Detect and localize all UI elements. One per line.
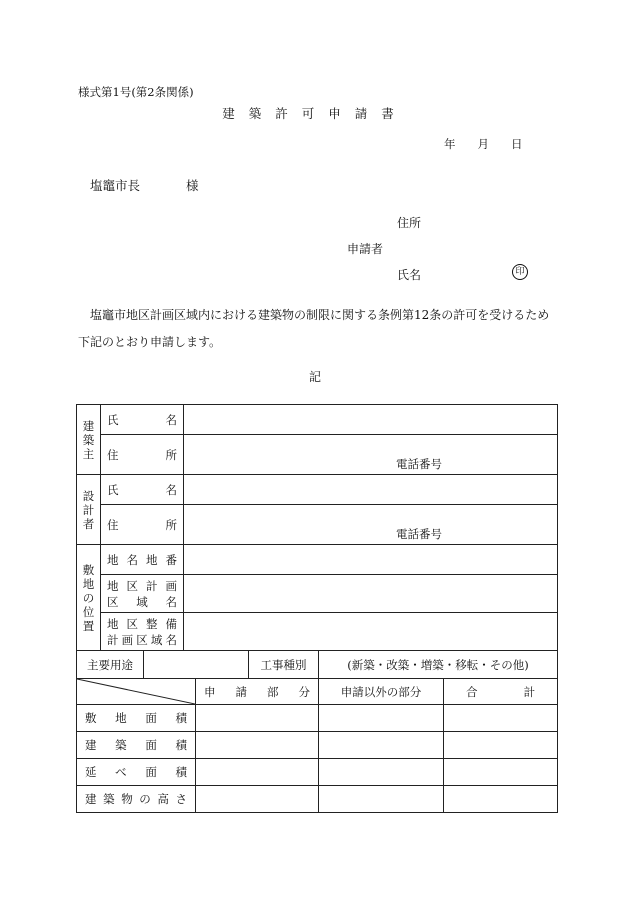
site-area-other-field[interactable] [319,705,444,732]
builder-name-label: 氏 名 [101,405,184,435]
addressee-name: 塩竈市長 [90,178,141,193]
building-height-other-field[interactable] [319,786,444,813]
floor-area-label: 延 べ 面 積 [77,759,196,786]
work-type-label: 工事種別 [249,651,319,679]
building-height-label: 建 築 物 の 高 さ [77,786,196,813]
floor-area-other-field[interactable] [319,759,444,786]
work-type-options: (新築・改築・増築・移転・その他) [319,651,558,679]
main-use-field[interactable] [144,651,249,679]
building-area-other-field[interactable] [319,732,444,759]
addressee [90,176,199,194]
date-line [444,136,523,152]
ki-heading: 記 [308,370,321,384]
site-group-label: 敷 地 の 位 置 [77,545,101,651]
main-use-label: 主要用途 [77,651,144,679]
application-part-header: 申 請 部 分 [196,679,319,705]
designer-group-label: 設 計 者 [77,475,101,545]
form-number: 様式第1号(第2条関係) [78,85,194,99]
floor-area-total-field[interactable] [444,759,558,786]
building-area-application-field[interactable] [196,732,319,759]
applicant-address-label: 住所 [397,216,422,230]
seal-mark: 印 [512,264,528,280]
date-day: 日 [511,137,523,151]
application-table [76,404,558,813]
floor-area-application-field[interactable] [196,759,319,786]
builder-name-field[interactable] [184,405,558,435]
building-area-total-field[interactable] [444,732,558,759]
applicant-name-label: 氏名 [397,268,422,282]
building-height-total-field[interactable] [444,786,558,813]
form-title: 建築許可申請書 [222,106,408,121]
area-header-diagonal [77,679,196,705]
diagonal-line [77,679,195,704]
other-part-header: 申請以外の部分 [319,679,444,705]
district-plan-field[interactable] [184,575,558,613]
addressee-honorific: 様 [186,178,199,193]
designer-name-field[interactable] [184,475,558,505]
building-height-application-field[interactable] [196,786,319,813]
builder-address-field[interactable] [184,435,558,475]
date-year: 年 [444,137,456,151]
builder-address-label: 住 所 [101,435,184,475]
designer-address-label: 住 所 [101,505,184,545]
district-plan-label: 地 区 計 画 区 域 名 [101,575,184,613]
designer-phone-label: 電話番号 [396,527,442,541]
total-header: 合 計 [444,679,558,705]
designer-name-label: 氏 名 [101,475,184,505]
building-area-label: 建 築 面 積 [77,732,196,759]
application-statement: 塩竈市地区計画区域内における建築物の制限に関する条例第12条の許可を受けるため下記のとおり申請します。 [78,308,550,349]
site-area-label: 敷 地 面 積 [77,705,196,732]
site-area-total-field[interactable] [444,705,558,732]
builder-phone-label: 電話番号 [396,457,442,471]
site-area-application-field[interactable] [196,705,319,732]
district-dev-field[interactable] [184,613,558,651]
designer-address-field[interactable] [184,505,558,545]
applicant-label: 申請者 [347,242,384,256]
date-month: 月 [477,137,489,151]
chiban-field[interactable] [184,545,558,575]
chiban-label: 地 名 地 番 [101,545,184,575]
builder-group-label: 建 築 主 [77,405,101,475]
district-dev-label: 地 区 整 備 計 画 区 域 名 [101,613,184,651]
